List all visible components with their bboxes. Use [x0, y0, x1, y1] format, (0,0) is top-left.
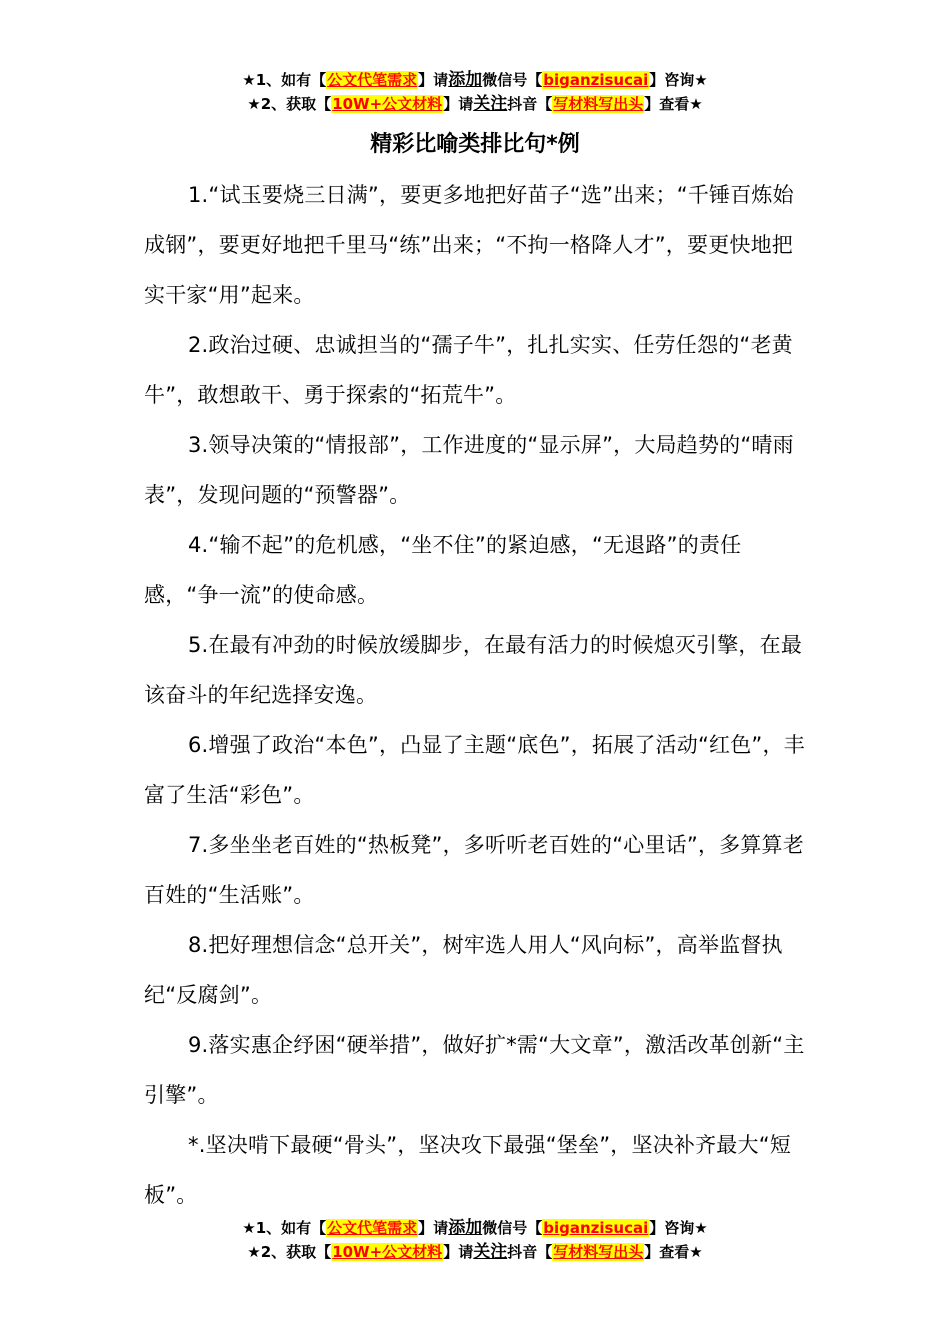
highlight-materials: 10W+公文材料 [332, 95, 443, 113]
highlight-wechat-id[interactable]: biganzisucai [543, 71, 649, 89]
banner-text: 抖音【 [507, 1243, 553, 1261]
banner-line-2 [0, 1240, 950, 1264]
banner-underline: 添加 [448, 70, 483, 90]
banner-underline: 添加 [448, 1218, 483, 1238]
paragraph-2: 2.政治过硬、忠诚担当的“孺子牛”，扎扎实实、任劳任怨的“老黄牛”，敢想敢干、勇于探索的“拓荒牛”。 [144, 333, 793, 407]
banner-text: 】请 [443, 95, 474, 113]
banner-text: 微信号【 [482, 1219, 543, 1237]
banner-text: 】请 [443, 1243, 474, 1261]
paragraph-3: 3.领导决策的“情报部”，工作进度的“显示屏”，大局趋势的“晴雨表”，发现问题的“预警器”。 [144, 433, 794, 507]
banner-text: ★1、如有【 [242, 1219, 327, 1237]
highlight-service: 公文代笔需求 [327, 1219, 418, 1237]
banner-line-2 [0, 92, 950, 116]
paragraph-5: 5.在最有冲劲的时候放缓脚步，在最有活力的时候熄灭引擎，在最该奋斗的年纪选择安逸。 [144, 633, 803, 707]
highlight-service: 公文代笔需求 [327, 71, 418, 89]
paragraph-1: 1.“试玉要烧三日满”，要更多地把好苗子“选”出来；“千锤百炼始成钢”，要更好地把千里马“练”出来；“不拘一格降人才”，要更快地把实干家“用”起来。 [144, 183, 794, 307]
banner-line-1 [0, 1216, 950, 1240]
banner-text: 】咨询★ [649, 1219, 708, 1237]
banner-text: ★2、获取【 [247, 95, 332, 113]
footer-banner [0, 1216, 950, 1264]
header-banner [0, 68, 950, 116]
paragraph-8: 8.把好理想信念“总开关”，树牢选人用人“风向标”，高举监督执纪“反腐剑”。 [144, 933, 783, 1007]
banner-text: 】查看★ [644, 1243, 703, 1261]
highlight-materials: 10W+公文材料 [332, 1243, 443, 1261]
paragraph-7: 7.多坐坐老百姓的“热板凳”，多听听老百姓的“心里话”，多算算老百姓的“生活账”。 [144, 833, 804, 907]
banner-text: 抖音【 [507, 95, 553, 113]
highlight-douyin[interactable]: 写材料写出头 [553, 1243, 644, 1261]
banner-text: ★1、如有【 [242, 71, 327, 89]
paragraph-9: 9.落实惠企纾困“硬举措”，做好扩*需“大文章”，激活改革创新“主引擎”。 [144, 1033, 805, 1107]
banner-text: ★2、获取【 [247, 1243, 332, 1261]
banner-text: 微信号【 [482, 71, 543, 89]
paragraph-4: 4.“输不起”的危机感，“坐不住”的紧迫感，“无退路”的责任感，“争一流”的使命感。 [144, 533, 742, 607]
banner-text: 】请 [418, 1219, 449, 1237]
paragraph-10: *.坚决啃下最硬“骨头”，坚决攻下最强“堡垒”，坚决补齐最大“短板”。 [144, 1133, 791, 1207]
banner-text: 】查看★ [644, 95, 703, 113]
highlight-wechat-id[interactable]: biganzisucai [543, 1219, 649, 1237]
banner-text: 】请 [418, 71, 449, 89]
highlight-douyin[interactable]: 写材料写出头 [553, 95, 644, 113]
banner-underline: 关注 [473, 94, 508, 114]
page-title: 精彩比喻类排比句*例 [370, 132, 580, 157]
banner-underline: 关注 [473, 1242, 508, 1262]
document-body [144, 170, 808, 1220]
banner-line-1 [0, 68, 950, 92]
paragraph-6: 6.增强了政治“本色”，凸显了主题“底色”，拓展了活动“红色”，丰富了生活“彩色”。 [144, 733, 805, 807]
banner-text: 】咨询★ [649, 71, 708, 89]
